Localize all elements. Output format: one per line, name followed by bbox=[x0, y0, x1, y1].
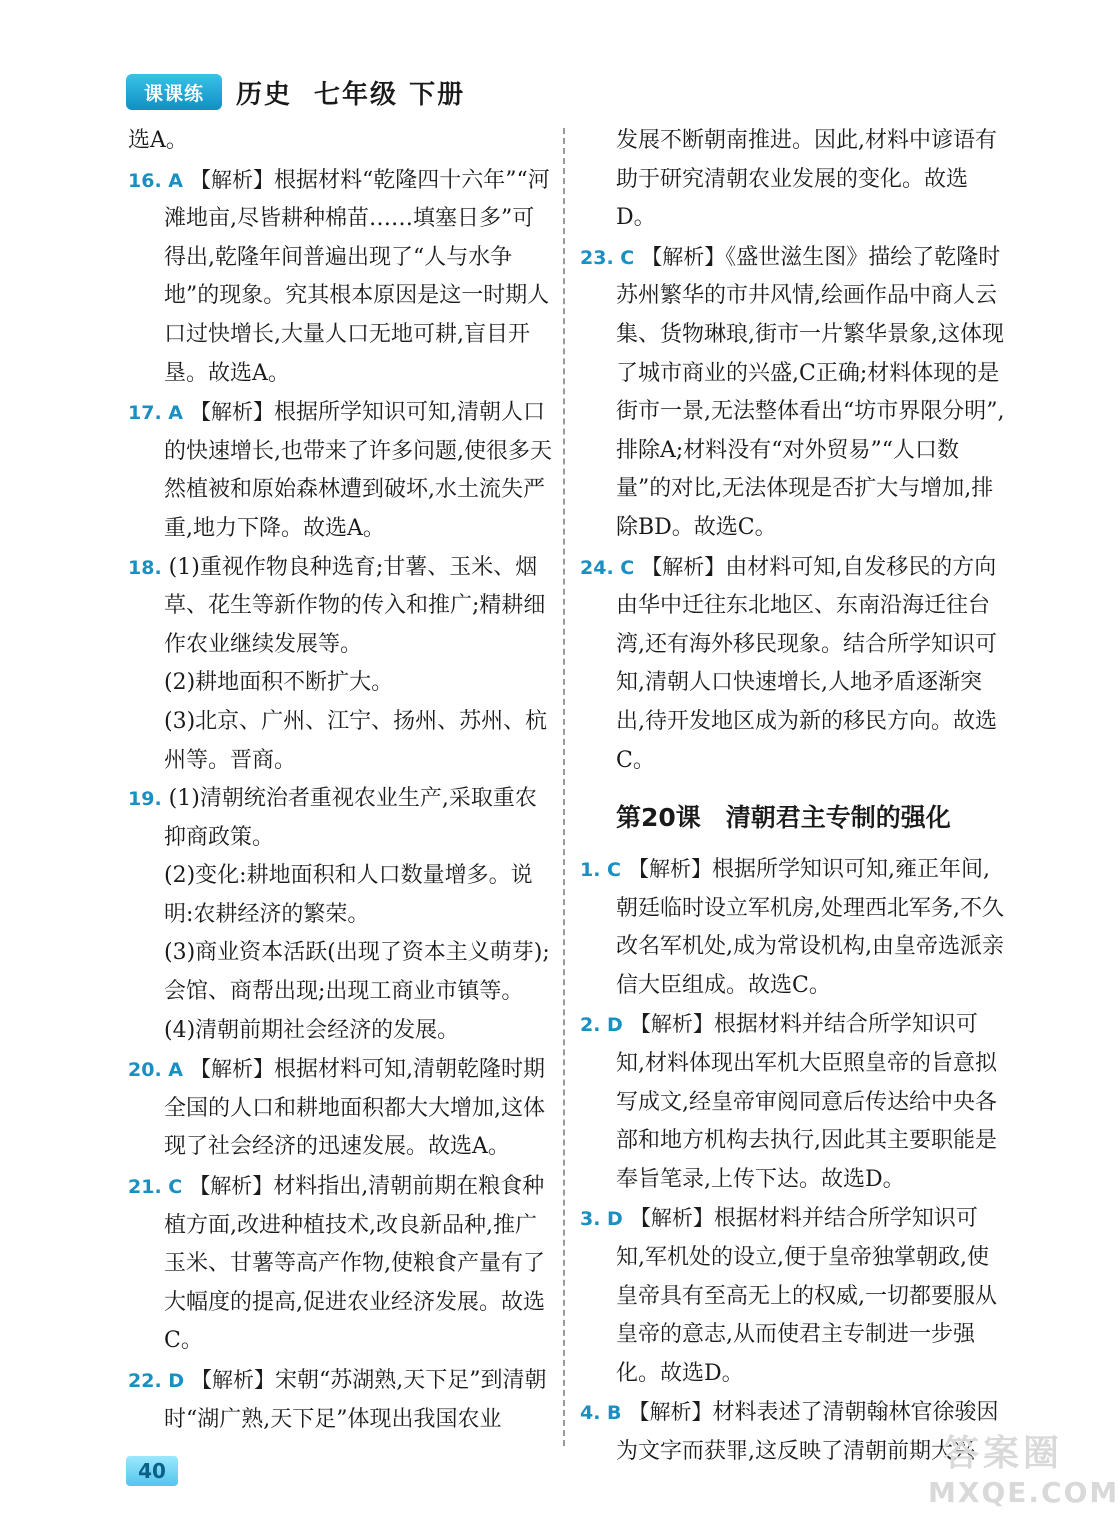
question-number: 16. A bbox=[128, 169, 183, 192]
answer-text: 根据材料“乾隆四十六年”“河滩地亩,尽皆耕种棉苗……填塞日多”可得出,乾隆年间普遍出现了“人与水争地”的现象。究其根本原因是这一时期人口过快增长,大量人口无地可耕,盲目开垦。故选A。 bbox=[164, 167, 550, 386]
answer-text: 根据材料并结合所学知识可知,军机处的设立,便于皇帝独掌朝政,使皇帝具有至高无上的权威,一切都要服从皇帝的意志,从而使君主专制进一步强化。故选D。 bbox=[616, 1206, 997, 1386]
answer-text: 材料指出,清朝前期在粮食种植方面,改进种植技术,改良新品种,推广玉米、甘薯等高产作物,使粮食产量有了大幅度的提高,促进农业经济发展。故选C。 bbox=[164, 1174, 545, 1354]
analysis-tag: 【解析】 bbox=[189, 167, 274, 192]
answer-text: 发展不断朝南推进。因此,材料中谚语有助于研究清朝农业发展的变化。故选D。 bbox=[616, 128, 997, 231]
answer-entry bbox=[128, 780, 553, 857]
answer-entry bbox=[580, 548, 1005, 781]
analysis-tag: 【解析】 bbox=[628, 1400, 713, 1425]
right-column bbox=[580, 122, 1005, 1472]
watermark-logo bbox=[928, 1432, 1119, 1522]
answer-text: (3)商业资本活跃(出现了资本主义萌芽);会馆、商帮出现;出现工商业市镇等。 bbox=[164, 940, 550, 1005]
answer-text: 根据所学知识可知,清朝人口的快速增长,也带来了许多问题,使很多天然植被和原始森林遭到破坏,水土流失严重,地力下降。故选A。 bbox=[164, 400, 552, 541]
answer-text: 材料表述了清朝翰林官徐骏因为文字而获罪,这反映了清朝前期大兴 bbox=[616, 1400, 999, 1464]
lesson-title: 第20课 清朝君主专制的强化 bbox=[616, 803, 951, 833]
answer-entry bbox=[580, 122, 1005, 238]
question-number: 1. C bbox=[580, 859, 621, 882]
answer-text: 《盛世滋生图》描绘了乾隆时苏州繁华的市井风情,绘画作品中商人云集、货物琳琅,街市一片繁华景象,这体现了城市商业的兴盛,C正确;材料体现的是街市一景,无法整体看出“坊市界限分明”,排除A;材料没有“对外贸易”“人口数量”的对比,无法体现是否扩大与增加,排除BD。故选C。 bbox=[616, 244, 1005, 540]
answer-entry bbox=[580, 238, 1005, 548]
question-number: 22. D bbox=[128, 1370, 185, 1392]
question-number: 3. D bbox=[580, 1208, 623, 1231]
answer-text: (2)变化:耕地面积和人口数量增多。说明:农耕经济的繁荣。 bbox=[164, 863, 533, 927]
analysis-tag: 【解析】 bbox=[641, 244, 726, 269]
question-number: 23. C bbox=[580, 246, 635, 269]
analysis-tag: 【解析】 bbox=[189, 400, 274, 425]
question-number: 4. B bbox=[580, 1402, 622, 1425]
answer-entry bbox=[128, 1361, 553, 1439]
watermark-text: 答案圈 bbox=[942, 1433, 1063, 1474]
answer-text: 选A。 bbox=[128, 128, 188, 153]
analysis-tag: 【解析】 bbox=[629, 1012, 714, 1037]
answer-text: 根据材料并结合所学知识可知,材料体现出军机大臣照皇帝的旨意拟写成文,经皇帝审阅同意后传达给中央各部和地方机构去执行,因此其主要职能是奉旨笔录,上传下达。故选D。 bbox=[616, 1012, 997, 1192]
answer-entry bbox=[128, 549, 553, 665]
series-badge: 课课练 bbox=[126, 74, 222, 110]
answer-entry bbox=[128, 857, 553, 934]
answer-entry bbox=[128, 1050, 553, 1167]
answer-text: (2)耕地面积不断扩大。 bbox=[164, 670, 394, 696]
analysis-tag: 【解析】 bbox=[628, 857, 712, 882]
answer-entry bbox=[128, 1167, 553, 1361]
question-number: 17. A bbox=[128, 402, 183, 425]
answer-entry bbox=[128, 1012, 553, 1051]
question-number: 21. C bbox=[128, 1176, 183, 1199]
answer-entry bbox=[128, 122, 553, 161]
answer-entry bbox=[580, 1005, 1005, 1199]
answer-entry bbox=[128, 703, 553, 780]
analysis-tag: 【解析】 bbox=[629, 1206, 714, 1231]
answer-text: (4)清朝前期社会经济的发展。 bbox=[164, 1017, 460, 1043]
question-number: 20. A bbox=[128, 1059, 183, 1082]
question-number: 19. bbox=[128, 788, 162, 811]
watermark-url: MXQE.COM bbox=[928, 1476, 1119, 1509]
left-column bbox=[128, 122, 553, 1439]
answer-text: 根据材料可知,清朝乾隆时期全国的人口和耕地面积都大大增加,这体现了社会经济的迅速发展。故选A。 bbox=[164, 1057, 545, 1160]
answer-entry bbox=[128, 664, 553, 703]
subject-title: 历史 bbox=[236, 79, 293, 110]
analysis-tag: 【解析】 bbox=[189, 1057, 274, 1082]
grade-title: 七年级 下册 bbox=[314, 79, 466, 110]
column-divider bbox=[563, 128, 565, 1446]
answer-text: (3)北京、广州、江宁、扬州、苏州、杭州等。晋商。 bbox=[164, 708, 548, 773]
answer-entry bbox=[580, 1199, 1005, 1393]
analysis-tag: 【解析】 bbox=[189, 1174, 274, 1199]
analysis-tag: 【解析】 bbox=[641, 554, 726, 579]
answer-entry bbox=[128, 934, 553, 1011]
page-header bbox=[126, 72, 465, 112]
answer-entry bbox=[128, 161, 553, 394]
answer-text: 宋朝“苏湖熟,天下足”到清朝时“湖广熟,天下足”体现出我国农业 bbox=[164, 1368, 547, 1432]
answer-text: 根据所学知识可知,雍正年间,朝廷临时设立军机房,处理西北军务,不久改名军机处,成为常设机构,由皇帝选派亲信大臣组成。故选C。 bbox=[616, 857, 1004, 998]
question-number: 24. C bbox=[580, 556, 635, 579]
answer-text: (1)重视作物良种选育;甘薯、玉米、烟草、花生等新作物的传入和推广;精耕细作农业继续发展等。 bbox=[164, 554, 546, 657]
answer-entry bbox=[128, 393, 553, 548]
question-number: 18. bbox=[128, 556, 162, 579]
answer-text: 由材料可知,自发移民的方向由华中迁往东北地区、东南沿海迁往台湾,还有海外移民现象。结合所学知识可知,清朝人口快速增长,人地矛盾逐渐突出,待开发地区成为新的移民方向。故选C。 bbox=[616, 554, 997, 773]
page-number: 40 bbox=[126, 1456, 178, 1486]
question-number: 2. D bbox=[580, 1014, 623, 1037]
analysis-tag: 【解析】 bbox=[191, 1368, 276, 1392]
answer-text: (1)清朝统治者重视农业生产,采取重农抑商政策。 bbox=[164, 786, 537, 850]
answer-entry bbox=[580, 850, 1005, 1005]
